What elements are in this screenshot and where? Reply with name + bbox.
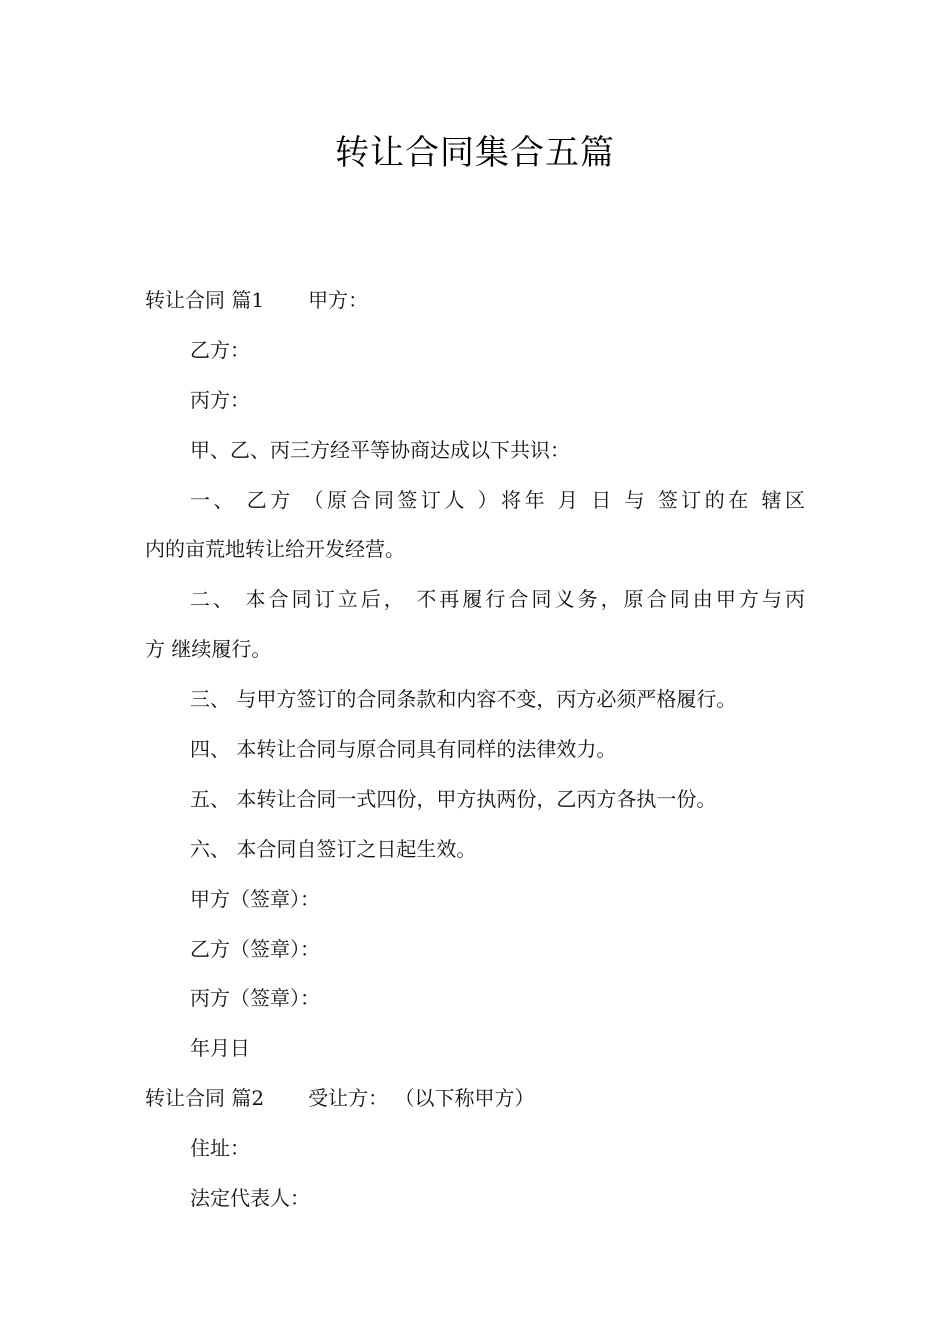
party-a-label: 甲方： — [308, 288, 369, 312]
party-c-label: 丙方： — [190, 387, 250, 412]
clause-2-line-2: 方 继续履行。 — [145, 637, 272, 662]
signature-date: 年月日 — [190, 1036, 250, 1061]
clause-6: 六、 本合同自签订之日起生效。 — [190, 836, 477, 861]
signature-party-b: 乙方（签章）： — [190, 936, 320, 961]
clause-4: 四、 本转让合同与原合同具有同样的法律效力。 — [190, 737, 617, 762]
section1-heading: 转让合同 篇1 — [145, 288, 265, 312]
clause-2-line-1: 二、 本合同订立后， 不再履行合同义务，原合同由甲方与丙 — [190, 587, 805, 612]
clause-3: 三、 与甲方签订的合同条款和内容不变，丙方必须严格履行。 — [190, 687, 737, 712]
signature-party-a: 甲方（签章）： — [190, 886, 320, 911]
consensus-text: 甲、乙、丙三方经平等协商达成以下共识： — [190, 437, 570, 462]
clause-1-line-2: 内的亩荒地转让给开发经营。 — [145, 537, 405, 562]
clause-5: 五、 本转让合同一式四份，甲方执两份，乙丙方各执一份。 — [190, 786, 717, 811]
legal-representative-label: 法定代表人： — [190, 1186, 310, 1211]
address-label: 住址： — [190, 1136, 250, 1161]
document-title: 转让合同集合五篇 — [335, 133, 615, 173]
section2-heading: 转让合同 篇2 — [145, 1086, 265, 1111]
section2-heading-line — [145, 1074, 805, 1124]
signature-party-c: 丙方（签章）： — [190, 986, 320, 1011]
section1-heading-line — [145, 276, 805, 326]
party-b-label: 乙方： — [190, 337, 250, 362]
clause-1-line-1: 一、 乙方 （原合同签订人 ）将年 月 日 与 签订的在 辖区 — [190, 487, 805, 512]
transferee-label: 受让方： （以下称甲方） — [308, 1086, 535, 1111]
document-body — [145, 276, 805, 1224]
